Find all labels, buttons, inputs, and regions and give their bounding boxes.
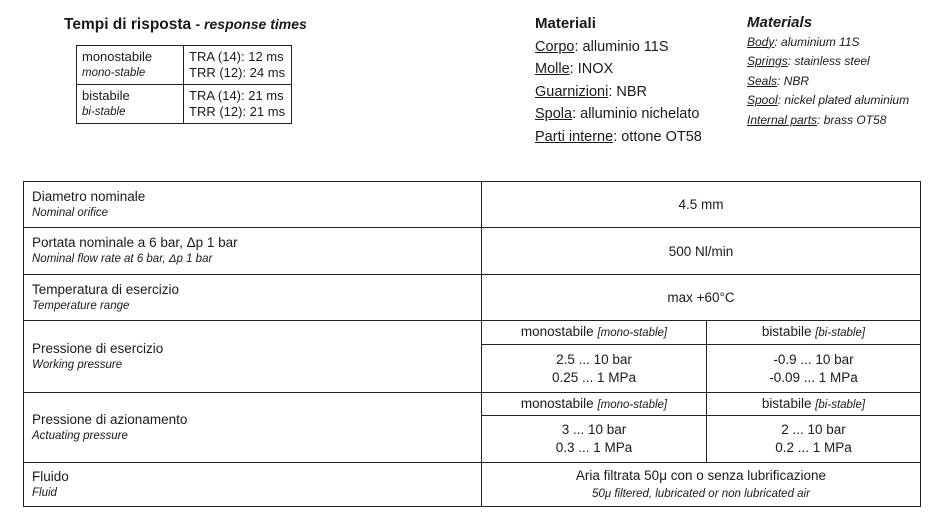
rt-label-cell — [77, 46, 184, 85]
table-row — [24, 321, 921, 345]
list-item — [535, 81, 702, 104]
response-times-title — [64, 16, 307, 34]
column-header-bi — [707, 321, 921, 345]
material-value: : INOX — [569, 61, 614, 77]
list-item — [747, 72, 909, 92]
materials-en-title: Materials — [747, 14, 813, 31]
material-key: Molle — [535, 61, 570, 77]
spec-value-bi — [707, 416, 921, 463]
spec-label: Diametro nominale — [32, 188, 146, 204]
table-row — [24, 182, 921, 228]
table-row — [24, 275, 921, 321]
rt-value-cell — [184, 46, 292, 85]
spec-value: 4.5 mm — [482, 182, 921, 228]
spec-label: Fluido — [32, 468, 69, 484]
spec-value: 0.3 ... 1 MPa — [555, 440, 633, 455]
spec-label-en: Actuating pressure — [32, 429, 128, 442]
material-key: Spool — [747, 93, 778, 107]
rt-value: TRA (14): 12 ms — [189, 49, 284, 64]
column-header-bi — [707, 393, 921, 416]
spec-label: Portata nominale a 6 bar, Δp 1 bar — [32, 235, 238, 250]
column-header-label: monostabile — [520, 324, 594, 339]
spec-label: Temperatura di esercizio — [32, 281, 180, 297]
spec-value-en: 50μ filtered, lubricated or non lubricated air — [592, 487, 810, 500]
column-header-mono — [482, 321, 707, 345]
list-item — [535, 126, 702, 149]
spec-label-cell — [24, 275, 482, 321]
spec-label-en: Fluid — [32, 486, 57, 499]
response-times-table — [76, 45, 292, 124]
spec-value-mono — [482, 345, 707, 393]
list-item — [535, 103, 702, 126]
table-row — [24, 393, 921, 416]
response-times-title-it: Tempi di risposta — [64, 16, 192, 33]
spec-value: 2 ... 10 bar — [781, 422, 846, 437]
spec-value: -0.09 ... 1 MPa — [769, 369, 858, 385]
column-header-mono — [482, 393, 707, 416]
spec-value: 0.25 ... 1 MPa — [551, 369, 637, 385]
list-item — [747, 111, 909, 131]
material-value: : alluminio 11S — [574, 38, 669, 55]
materials-en — [747, 13, 909, 130]
spec-label-en: Temperature range — [32, 299, 130, 312]
material-key: Seals — [747, 73, 778, 88]
list-item — [747, 91, 909, 111]
column-header-label-en: [bi-stable] — [815, 327, 866, 339]
column-header-label: bistabile — [761, 395, 812, 411]
rt-label-cell — [77, 85, 184, 124]
spec-value: 0.2 ... 1 MPa — [775, 440, 852, 455]
column-header-label: bistabile — [761, 324, 812, 339]
rt-value: TRR (12): 21 ms — [189, 104, 286, 119]
spec-value: 500 Nl/min — [482, 228, 921, 275]
specs-table — [23, 181, 921, 507]
list-item — [747, 52, 909, 72]
materials-it — [535, 13, 702, 148]
rt-label: monostabile — [82, 49, 153, 64]
material-key: Springs — [747, 54, 788, 68]
list-item — [747, 33, 909, 53]
material-value: : brass OT58 — [817, 112, 887, 127]
spec-label-en: Working pressure — [32, 358, 123, 371]
spec-value: -0.9 ... 10 bar — [773, 351, 854, 367]
list-item — [535, 58, 702, 81]
column-header-label-en: [mono-stable] — [597, 398, 668, 411]
rt-value: TRR (12): 24 ms — [189, 65, 286, 80]
spec-label-cell — [24, 182, 482, 228]
table-row — [24, 228, 921, 275]
material-key: Corpo — [535, 38, 575, 55]
material-key: Internal parts — [747, 112, 818, 127]
material-value: : ottone OT58 — [613, 128, 702, 145]
material-value: : NBR — [608, 83, 648, 100]
table-row — [77, 85, 292, 124]
column-header-label-en: [mono-stable] — [597, 327, 668, 339]
material-key: Body — [747, 34, 775, 49]
spec-label-en: Nominal flow rate at 6 bar, Δp 1 bar — [32, 253, 213, 265]
materials-it-title: Materiali — [535, 15, 596, 32]
spec-label-en: Nominal orifice — [32, 206, 109, 219]
spec-label: Pressione di azionamento — [32, 411, 188, 427]
column-header-label: monostabile — [520, 395, 594, 411]
spec-label-cell — [24, 463, 482, 507]
spec-value-cell — [482, 463, 921, 507]
spec-value-bi — [707, 345, 921, 393]
rt-label: bistabile — [82, 88, 130, 103]
spec-label: Pressione di esercizio — [32, 340, 164, 356]
spec-label-cell — [24, 393, 482, 463]
spec-value-mono — [482, 416, 707, 463]
material-value: : nickel plated aluminium — [777, 93, 910, 107]
spec-value: 2.5 ... 10 bar — [556, 351, 632, 367]
rt-value: TRA (14): 21 ms — [189, 88, 284, 103]
material-key: Guarnizioni — [535, 83, 609, 100]
rt-value-cell — [184, 85, 292, 124]
table-row — [24, 463, 921, 507]
list-item — [535, 36, 702, 59]
material-key: Spola — [535, 106, 573, 122]
spec-value: Aria filtrata 50μ con o senza lubrificazione — [575, 467, 827, 483]
spec-label-cell — [24, 228, 482, 275]
material-value: : NBR — [777, 73, 810, 88]
rt-label-en: mono-stable — [82, 67, 146, 79]
spec-value: max +60°C — [482, 275, 921, 321]
response-times-title-en: - response times — [195, 16, 307, 32]
spec-label-cell — [24, 321, 482, 393]
table-row — [77, 46, 292, 85]
column-header-label-en: [bi-stable] — [815, 398, 866, 411]
spec-value: 3 ... 10 bar — [561, 422, 627, 437]
material-value: : alluminio nichelato — [572, 106, 700, 122]
material-value: : stainless steel — [787, 54, 870, 68]
material-key: Parti interne — [535, 128, 614, 145]
material-value: : aluminium 11S — [774, 34, 860, 49]
rt-label-en: bi-stable — [82, 106, 126, 118]
